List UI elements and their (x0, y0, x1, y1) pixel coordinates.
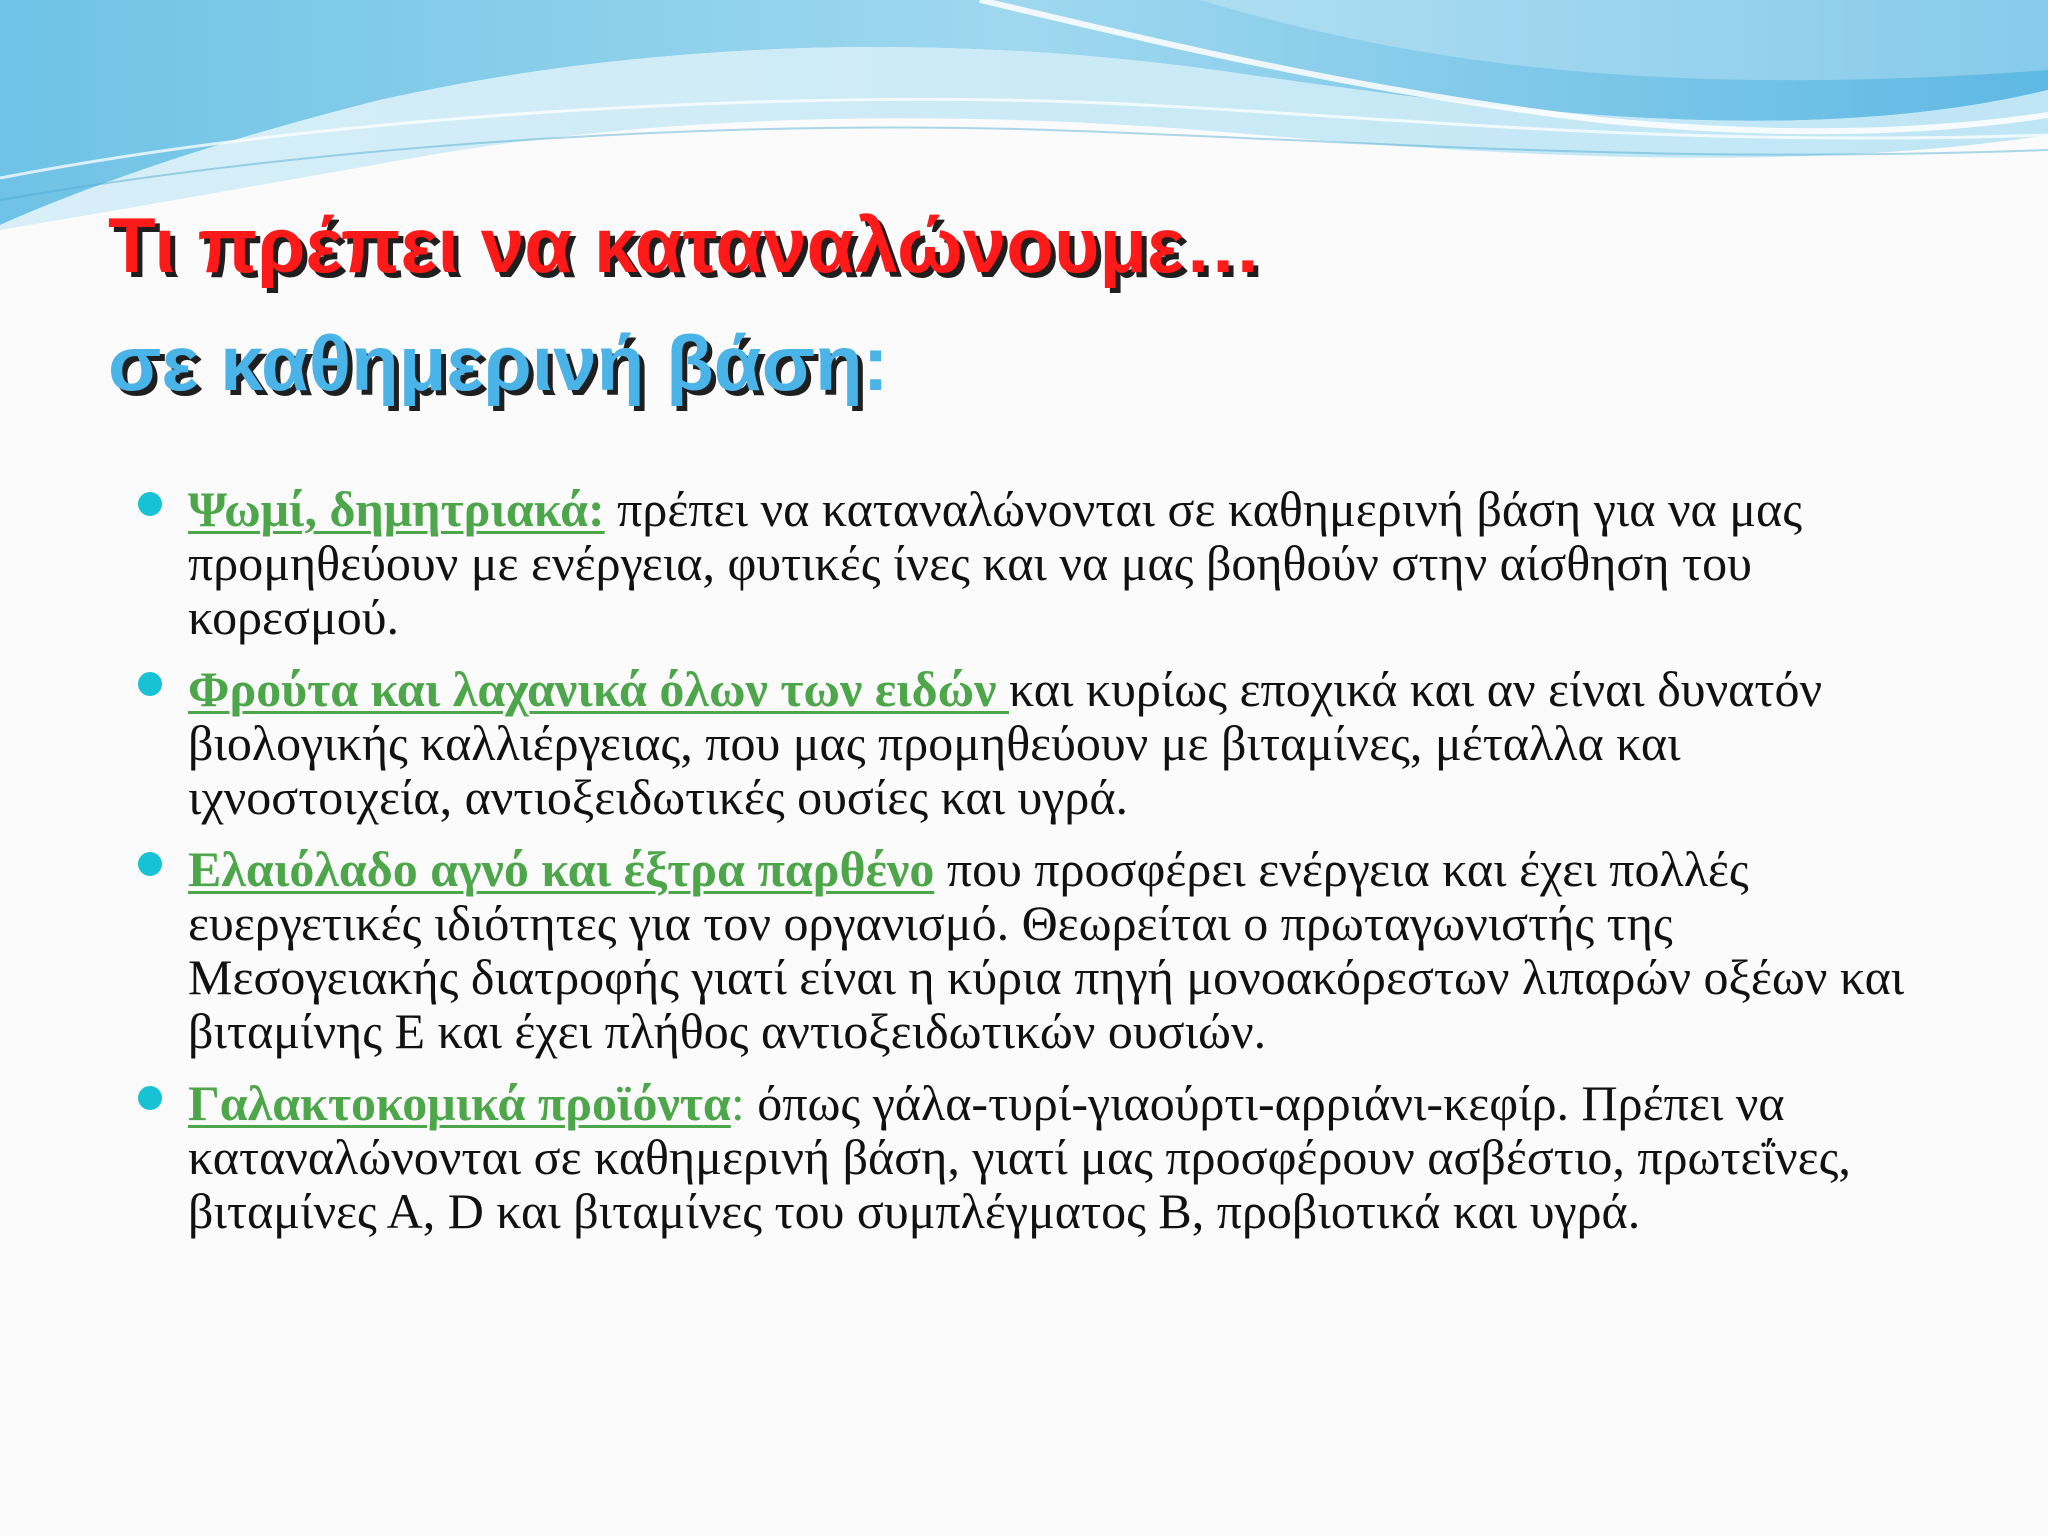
bullet-list (130, 482, 1930, 1256)
list-item (130, 1076, 1930, 1238)
bullet-text: πρέπει να καταναλώνονται σε καθημερινή βάση για να μας προμηθεύουν με ενέργεια, φυτικές ίνες και να μας βοηθούν στην αίσθηση του κορεσμού. (188, 481, 1803, 645)
bullet-text: όπως γάλα-τυρί-γιαούρτι-αρριάνι-κεφίρ. Πρέπει να καταναλώνονται σε καθημερινή βάση, γιατί μας προσφέρουν ασβέστιο, πρωτεΐνες, βιταμίνες Α, D και βιταμίνες του συμπλέγματος Β, προβιοτικά και υγρά. (188, 1075, 1851, 1239)
bullet-dot-icon (138, 852, 162, 876)
bullet-heading: Ψωμί, δημητριακά: (188, 481, 605, 537)
bullet-heading: Ελαιόλαδο αγνό και έξτρα παρθένο (188, 841, 935, 897)
slide-title (108, 186, 1262, 422)
bullet-dot-icon (138, 672, 162, 696)
bullet-text: και κυρίως εποχικά και αν είναι δυνατόν βιολογικής καλλιέργειας, που μας προμηθεύουν με βιταμίνες, μέταλλα και ιχνοστοιχεία, αντιοξειδωτικές ουσίες και υγρά. (188, 661, 1823, 825)
list-item (130, 662, 1930, 824)
bullet-dot-icon (138, 1086, 162, 1110)
bullet-heading: Γαλακτοκομικά προϊόντα (188, 1075, 731, 1131)
bullet-heading: Φρούτα και λαχανικά όλων των ειδών (188, 661, 1010, 717)
title-colon: : (862, 319, 889, 407)
bullet-separator: : (730, 1075, 745, 1131)
title-line-2: σε καθημερινή βάση (108, 319, 863, 407)
title-line-1: Τι πρέπει να καταναλώνουμε… (108, 201, 1263, 289)
bullet-text: που προσφέρει ενέργεια και έχει πολλές ευεργετικές ιδιότητες για τον οργανισμό. Θεωρείται ο πρωταγωνιστής της Μεσογειακής διατροφής γιατί είναι η κύρια πηγή μονοακόρεστων λιπαρών οξέων και βιταμίνης Ε και έχει πλήθος αντιοξειδωτικών ουσιών. (188, 841, 1905, 1059)
list-item (130, 482, 1930, 644)
list-item (130, 842, 1930, 1058)
title-line-2-wrapper (108, 304, 1262, 422)
bullet-dot-icon (138, 492, 162, 516)
